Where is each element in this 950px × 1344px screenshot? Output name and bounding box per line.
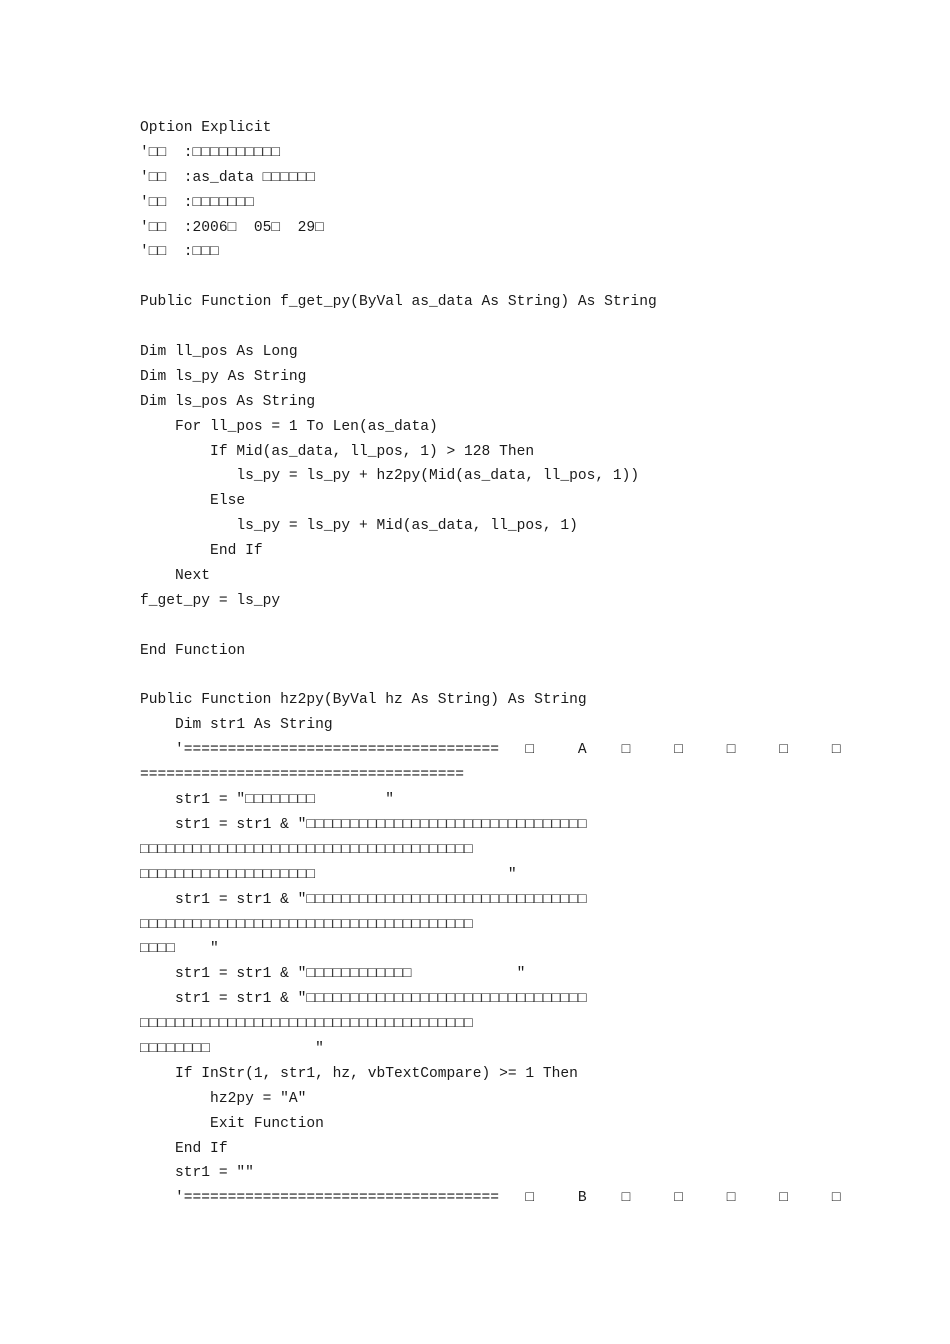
- code-line: Dim str1 As String: [140, 717, 333, 734]
- code-line: '==================================== □ B □ □ □ □ □: [140, 1190, 841, 1207]
- code-line: End If: [140, 1140, 228, 1157]
- code-line: End If: [140, 543, 263, 560]
- code-line: str1 = str1 & "□□□□□□□□□□□□□□□□□□□□□□□□□□□□□□□□: [140, 816, 587, 833]
- code-line: ls_py = ls_py + hz2py(Mid(as_data, ll_pos, 1)): [140, 468, 640, 485]
- code-line: '□□ :□□□□□□□: [140, 194, 254, 211]
- code-line: str1 = str1 & "□□□□□□□□□□□□ ": [140, 966, 526, 983]
- code-line: '==================================== □ A □ □ □ □ □: [140, 742, 841, 759]
- code-line: For ll_pos = 1 To Len(as_data): [140, 418, 438, 435]
- code-line: =====================================: [140, 767, 465, 784]
- code-line: '□□ :2006□ 05□ 29□: [140, 219, 324, 236]
- code-line: str1 = "": [140, 1165, 254, 1182]
- code-line: □□□□□□□□ ": [140, 1040, 324, 1057]
- code-line: □□□□□□□□□□□□□□□□□□□□□□□□□□□□□□□□□□□□□□: [140, 841, 473, 858]
- code-line: Else: [140, 493, 246, 510]
- code-line: □□□□ ": [140, 941, 219, 958]
- code-line: [140, 664, 840, 689]
- code-line: hz2py = "A": [140, 1090, 307, 1107]
- code-line: f_get_py = ls_py: [140, 592, 281, 609]
- code-line: Dim ll_pos As Long: [140, 344, 298, 361]
- code-line: End Function: [140, 642, 246, 659]
- code-line: Exit Function: [140, 1115, 324, 1132]
- code-line: [140, 614, 840, 639]
- code-line: □□□□□□□□□□□□□□□□□□□□□□□□□□□□□□□□□□□□□□: [140, 1016, 473, 1033]
- code-line: Dim ls_pos As String: [140, 393, 316, 410]
- code-line: Public Function f_get_py(ByVal as_data As String) As String: [140, 294, 657, 311]
- code-line: Next: [140, 568, 211, 585]
- code-line: Public Function hz2py(ByVal hz As String) As String: [140, 692, 587, 709]
- code-line: Dim ls_py As String: [140, 368, 307, 385]
- code-line: str1 = str1 & "□□□□□□□□□□□□□□□□□□□□□□□□□□□□□□□□: [140, 891, 587, 908]
- code-line: str1 = str1 & "□□□□□□□□□□□□□□□□□□□□□□□□□□□□□□□□: [140, 991, 587, 1008]
- code-line: Option Explicit: [140, 120, 272, 136]
- code-line: str1 = "□□□□□□□□ ": [140, 792, 394, 809]
- code-line: [140, 315, 840, 340]
- code-line: '□□ :as_data □□□□□□: [140, 169, 316, 186]
- code-line: □□□□□□□□□□□□□□□□□□□□□□□□□□□□□□□□□□□□□□: [140, 916, 473, 933]
- code-line: ls_py = ls_py + Mid(as_data, ll_pos, 1): [140, 518, 578, 535]
- code-line: □□□□□□□□□□□□□□□□□□□□ ": [140, 866, 517, 883]
- code-line: '□□ :□□□: [140, 244, 219, 261]
- code-line: '□□ :□□□□□□□□□□: [140, 144, 281, 161]
- code-line: If InStr(1, str1, hz, vbTextCompare) >= 1 Then: [140, 1065, 578, 1082]
- code-line: [140, 265, 840, 290]
- code-listing: [140, 116, 840, 1211]
- code-line: If Mid(as_data, ll_pos, 1) > 128 Then: [140, 443, 535, 460]
